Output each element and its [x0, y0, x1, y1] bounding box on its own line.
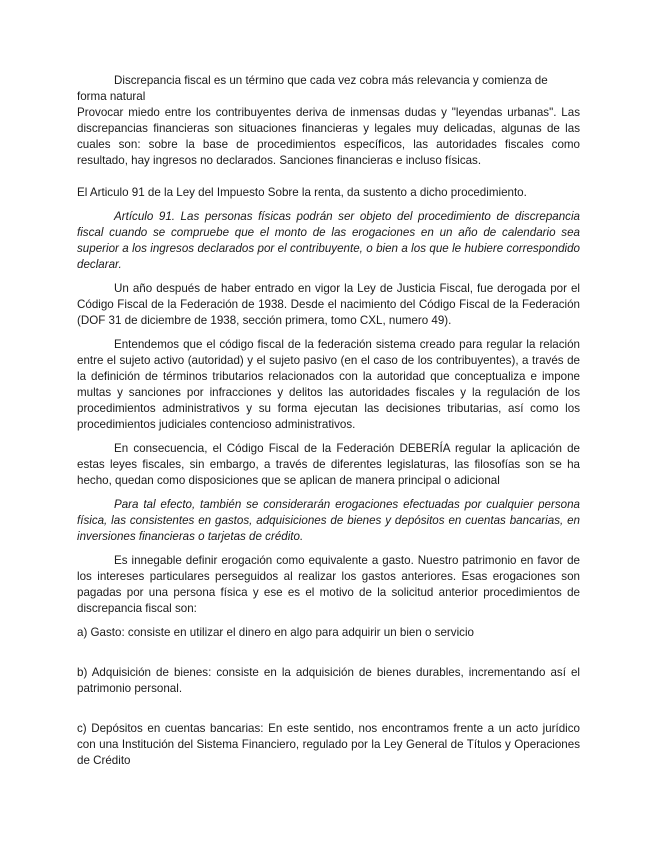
paragraph-intro [77, 73, 580, 169]
quote-erogaciones: Para tal efecto, también se considerarán erogaciones efectuadas por cualquier persona física, las consistentes en gastos, adquisiciones de bienes y depósitos en cuentas bancarias, en inversiones financieras o tarjetas de crédito. [77, 498, 580, 543]
list-item-adquisicion: b) Adquisición de bienes: consiste en la adquisición de bienes durables, incrementando así el patrimonio personal. [77, 666, 580, 695]
paragraph-article-reference: El Articulo 91 de la Ley del Impuesto Sobre la renta, da sustento a dicho procedimiento. [77, 186, 527, 199]
paragraph-consequence: En consecuencia, el Código Fiscal de la Federación DEBERÍA regular la aplicación de estas leyes fiscales, sin embargo, a través de diferentes legislaturas, las filosofías son se ha hecho, quedan como disposiciones que se aplican de manera principal o adicional [77, 442, 580, 487]
paragraph-history: Un año después de haber entrado en vigor la Ley de Justicia Fiscal, fue derogada por el Código Fiscal de la Federación de 1938. Desde el nacimiento del Código Fiscal de la Federación (DOF 31 de diciembre de 1938, sección primera, tomo CXL, numero 49). [77, 282, 580, 327]
list-item-gasto: a) Gasto: consiste en utilizar el dinero en algo para adquirir un bien o servicio [77, 626, 474, 639]
list-item-depositos: c) Depósitos en cuentas bancarias: En este sentido, nos encontramos frente a un acto jurídico con una Institución del Sistema Financiero, regulado por la Ley General de Títulos y Operaciones de Crédito [77, 722, 580, 767]
paragraph-intro-body: Provocar miedo entre los contribuyentes deriva de inmensas dudas y "leyendas urbanas". Las discrepancias financieras son situaciones financieras y legales muy delicadas, algunas de las cuales son: sobre la base de procedimientos específicos, las autoridades fiscales como resultado, hay ingresos no declarados. Sanciones financieras e incluso físicas. [77, 106, 580, 167]
quote-article-91: Artículo 91. Las personas físicas podrán ser objeto del procedimiento de discrepancia fiscal cuando se compruebe que el monto de las erogaciones en un año de calendario sea superior a los ingresos declarados por el contribuyente, o bien a los que le hubiere correspondido declarar. [77, 210, 580, 271]
paragraph-erogacion: Es innegable definir erogación como equivalente a gasto. Nuestro patrimonio en favor de los intereses particulares perseguidos al realizar los gastos anteriores. Esas erogaciones son pagadas por una persona física y ese es el motivo de la solicitud anterior procedimientos de discrepancia fiscal son: [77, 554, 580, 615]
paragraph-intro-first-line: Discrepancia fiscal es un término que cada vez cobra más relevancia y comienza de forma natural [77, 74, 548, 103]
paragraph-code-definition: Entendemos que el código fiscal de la federación sistema creado para regular la relación entre el sujeto activo (autoridad) y el sujeto pasivo (en el caso de los contribuyentes), a través de la definición de términos tributarios relacionados con la autoridad que conceptualiza e impone multas y sanciones por infracciones y delitos las autoridades fiscales y la regulación de los procedimientos administrativos y su forma ejecutan las decisiones tributarias, así como los procedimientos judiciales contencioso administrativos. [77, 338, 580, 431]
